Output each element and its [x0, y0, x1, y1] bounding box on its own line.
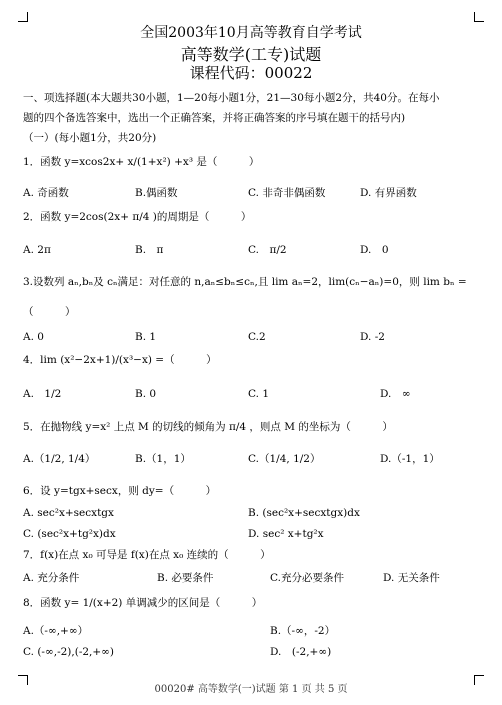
question-2-stem: 2．函数 y=2cos(2x+ π/4 )的周期是（ ）: [23, 211, 252, 223]
section-intro-line2: 题的四个备选答案中，选出一个正确答案，并将正确答案的序号填在题干的括号内): [23, 112, 406, 124]
question-7-option-b: B. 必要条件: [157, 572, 214, 584]
question-8-option-a: A.（-∞,+∞）: [23, 625, 89, 637]
question-5-option-d: D.（-1，1）: [380, 453, 440, 465]
question-4-option-a: A. 1/2: [23, 388, 62, 400]
question-8-option-d: D. (-2,+∞): [270, 646, 332, 658]
exam-title: 全国2003年10月高等教育自学考试: [140, 25, 362, 41]
page-footer: 00020# 高等数学(一)试题 第 1 页 共 5 页: [154, 684, 348, 695]
question-7-option-c: C.充分必要条件: [270, 572, 344, 584]
corner-mark-top-left: [18, 12, 28, 22]
question-6-option-a: A. sec²x+secxtgx: [23, 507, 114, 519]
question-1-option-a: A. 奇函数: [23, 187, 69, 199]
question-2-option-a: A. 2π: [23, 244, 51, 256]
question-4-option-b: B. 0: [135, 388, 157, 400]
question-8-option-c: C. (-∞,-2),(-2,+∞): [23, 646, 115, 658]
question-1-option-d: D. 有界函数: [360, 187, 417, 199]
question-4-option-d: D. ∞: [380, 388, 411, 400]
question-2-option-b: B. π: [135, 244, 164, 256]
question-3-option-a: A. 0: [23, 331, 44, 343]
question-6-option-c: C. (sec²x+tg²x)dx: [23, 528, 116, 540]
question-5-option-b: B.（1，1）: [135, 453, 191, 465]
question-1-stem: 1．函数 y=xcos2x+ x/(1+x²) +x³ 是（ ）: [23, 156, 260, 168]
question-8-option-b: B.（-∞，-2）: [270, 625, 336, 637]
question-7-option-a: A. 充分条件: [23, 572, 80, 584]
question-1-option-c: C. 非奇非偶函数: [248, 187, 326, 199]
question-5-option-c: C.（1/4, 1/2）: [248, 453, 321, 465]
question-3-option-c: C.2: [248, 331, 266, 343]
question-3-stem: 3.设数列 aₙ,bₙ及 cₙ满足：对任意的 n,aₙ≤bₙ≤cₙ,且 lim aₙ=2，lim(cₙ−aₙ)=0，则 lim bₙ =: [23, 276, 467, 288]
question-5-option-a: A.（1/2, 1/4）: [23, 453, 96, 465]
exam-subject: 高等数学(工专)试题: [180, 45, 322, 64]
question-6-stem: 6．设 y=tgx+secx，则 dy=（ ）: [23, 485, 217, 497]
question-3-blank: （ ）: [23, 306, 76, 318]
question-3-option-b: B. 1: [135, 331, 157, 343]
section-intro-line1: 一、项选择题(本大题共30小题，1—20每小题1分，21—30每小题2分，共40分。在每小: [23, 92, 440, 104]
question-3-option-d: D. -2: [360, 331, 385, 343]
subsection-heading: （一）(每小题1分，共20分): [23, 132, 157, 144]
question-5-stem: 5．在抛物线 y=x² 上点 M 的切线的倾角为 π/4 ，则点 M 的坐标为（ ）: [23, 421, 393, 433]
question-2-option-d: D. 0: [360, 244, 389, 256]
question-7-stem: 7．f(x)在点 x₀ 可导是 f(x)在点 x₀ 连续的（ ）: [23, 549, 271, 561]
corner-mark-top-right: [474, 12, 484, 22]
course-code: 课程代码：00022: [189, 64, 313, 82]
question-2-option-c: C. π/2: [248, 244, 287, 256]
question-6-option-d: D. sec² x+tg²x: [248, 528, 324, 540]
question-1-option-b: B.偶函数: [135, 187, 178, 199]
question-4-stem: 4．lim (x²−2x+1)/(x³−x) =（ ）: [23, 354, 217, 366]
question-8-stem: 8．函数 y= 1/(x+2) 单调减少的区间是（ ）: [23, 597, 263, 609]
question-7-option-d: D. 无关条件: [383, 572, 440, 584]
question-6-option-b: B. (sec²x+secxtgx)dx: [248, 507, 360, 519]
question-4-option-c: C. 1: [248, 388, 270, 400]
